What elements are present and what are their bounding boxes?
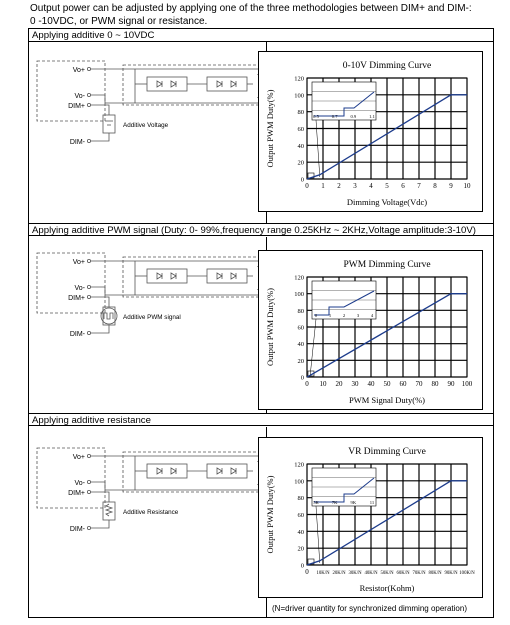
x-axis-label: Resistor(Kohm) — [359, 583, 415, 593]
terminal-label-dim-minus: DIM- — [69, 331, 85, 338]
terminal-label-dim-plus: DIM+ — [68, 490, 85, 497]
inset-tick: 4 — [370, 313, 374, 318]
chart-title: VR Dimming Curve — [348, 447, 426, 457]
led-icon — [157, 81, 162, 87]
chart-title: 0-10V Dimming Curve — [342, 61, 432, 71]
inset-tick: 1 — [328, 313, 332, 318]
x-tick-label: 100 — [461, 380, 473, 388]
x-axis-label: Dimming Voltage(Vdc) — [346, 197, 428, 207]
terminal-vo-minus — [87, 285, 90, 288]
x-tick-label: 5 — [385, 182, 389, 190]
terminal-dim-plus — [87, 295, 90, 298]
dim-source — [103, 115, 115, 133]
y-tick-label: 20 — [297, 357, 304, 365]
wire-dim-minus — [91, 133, 109, 141]
x-tick-label: 100K/N — [459, 571, 475, 576]
x-tick-label: 10K/N — [316, 571, 330, 576]
y-tick-label: 20 — [297, 545, 304, 553]
terminal-label-vo-minus: Vo- — [74, 285, 85, 292]
x-tick-label: 0 — [305, 568, 309, 576]
y-tick-label: 40 — [297, 341, 304, 349]
inset-tick: 11 — [369, 500, 375, 505]
x-tick-label: 80K/N — [428, 571, 442, 576]
circuit-resistance — [35, 446, 265, 556]
x-tick-label: 10 — [463, 182, 471, 190]
x-tick-label: 20K/N — [332, 571, 346, 576]
led-string-2 — [207, 464, 247, 478]
driver-outline — [37, 253, 105, 313]
footnote: (N=driver quantity for synchronized dimming operation) — [272, 604, 467, 613]
led-icon — [217, 273, 222, 279]
x-tick-label: 6 — [401, 182, 405, 190]
inset-tick: 0 — [314, 313, 318, 318]
led-icon — [217, 81, 222, 87]
terminal-dim-minus — [87, 331, 90, 334]
intro-line-2: 0 -10VDC, or PWM signal or resistance. — [30, 16, 208, 27]
led-load-outline — [123, 257, 261, 297]
inset-tick: 5K — [313, 500, 319, 505]
inset-tick: 9K — [350, 500, 357, 505]
led-string-2 — [207, 269, 247, 283]
led-icon — [171, 81, 176, 87]
wire-dim-plus — [91, 105, 109, 115]
x-axis-label: PWM Signal Duty(%) — [348, 395, 426, 405]
x-tick-label: 70 — [415, 380, 423, 388]
x-tick-label: 30K/N — [348, 571, 362, 576]
terminal-dim-minus — [87, 526, 90, 529]
y-tick-label: 120 — [294, 461, 304, 469]
chart-title: PWM Dimming Curve — [343, 260, 431, 270]
y-tick-label: 120 — [294, 274, 304, 282]
wire-vo-minus — [91, 482, 261, 490]
inset-tick: 0.5 — [313, 114, 319, 119]
led-string-1 — [147, 77, 187, 91]
x-tick-label: 20 — [335, 380, 343, 388]
x-tick-label: 50 — [383, 380, 391, 388]
wire-dim-minus — [91, 520, 109, 528]
x-tick-label: 4 — [369, 182, 373, 190]
terminal-dim-plus — [87, 490, 90, 493]
x-tick-label: 60K/N — [396, 571, 410, 576]
chart-pwm — [258, 250, 483, 410]
source-label: Additive Resistance — [123, 509, 179, 516]
y-tick-label: 40 — [297, 142, 304, 150]
terminal-vo-plus — [87, 259, 90, 262]
section-header-voltage: Applying additive 0 ~ 10VDC — [29, 29, 493, 42]
inset-tick: 0.9 — [350, 114, 357, 119]
y-tick-label: 0 — [300, 374, 304, 382]
x-tick-label: 0 — [305, 380, 309, 388]
x-tick-label: 8 — [433, 182, 437, 190]
x-tick-label: 0 — [305, 182, 309, 190]
x-tick-label: 60 — [399, 380, 407, 388]
wire-dim-plus — [91, 492, 109, 502]
x-tick-label: 40 — [367, 380, 375, 388]
wire-vo-minus — [91, 287, 261, 295]
y-axis-label: Output PWM Duty(%) — [265, 288, 275, 366]
driver-outline — [37, 448, 105, 508]
x-tick-label: 2 — [337, 182, 341, 190]
led-string-1 — [147, 464, 187, 478]
x-tick-label: 50K/N — [380, 571, 394, 576]
terminal-dim-plus — [87, 103, 90, 106]
inset-tick: 3 — [356, 313, 360, 318]
inset-tick: 1.1 — [369, 114, 375, 119]
terminal-label-vo-minus: Vo- — [74, 93, 85, 100]
y-tick-label: 80 — [297, 495, 304, 503]
y-tick-label: 60 — [297, 126, 304, 133]
driver-outline — [37, 61, 105, 121]
terminal-label-dim-plus: DIM+ — [68, 103, 85, 110]
y-axis-label: Output PWM Duty(%) — [265, 89, 275, 168]
chart-0-10v — [258, 51, 483, 212]
x-tick-label: 30 — [351, 380, 359, 388]
inset-tick: 0.7 — [331, 114, 338, 119]
terminal-label-vo-minus: Vo- — [74, 480, 85, 487]
y-tick-label: 20 — [297, 159, 304, 167]
x-tick-label: 10 — [319, 380, 327, 388]
x-tick-label: 3 — [353, 182, 357, 190]
led-icon — [231, 81, 236, 87]
terminal-label-dim-minus: DIM- — [69, 526, 85, 533]
y-tick-label: 100 — [294, 92, 304, 100]
y-tick-label: 60 — [297, 512, 304, 519]
x-tick-label: 7 — [417, 182, 421, 190]
terminal-vo-minus — [87, 93, 90, 96]
y-axis-label: Output PWM Duty(%) — [265, 475, 275, 554]
source-label: Additive Voltage — [123, 122, 169, 129]
led-icon — [231, 273, 236, 279]
terminal-label-dim-plus: DIM+ — [68, 295, 85, 302]
section-header-resistance: Applying additive resistance — [29, 413, 493, 426]
terminal-label-vo-plus: Vo+ — [72, 259, 85, 266]
terminal-vo-plus — [87, 454, 90, 457]
x-tick-label: 70K/N — [412, 571, 426, 576]
led-string-1 — [147, 269, 187, 283]
y-tick-label: 80 — [297, 307, 304, 315]
intro-text — [30, 2, 500, 28]
wire-vo-minus — [91, 95, 261, 103]
wire-dim-minus — [91, 325, 109, 333]
led-load-outline — [123, 65, 261, 105]
terminal-label-vo-plus: Vo+ — [72, 67, 85, 74]
x-tick-label: 1 — [321, 182, 325, 190]
led-icon — [231, 468, 236, 474]
led-string-2 — [207, 77, 247, 91]
led-icon — [157, 273, 162, 279]
circuit-pwm — [35, 251, 265, 361]
circuit-voltage — [35, 59, 265, 169]
inset-tick: 7K — [331, 500, 338, 505]
x-tick-label: 40K/N — [364, 571, 378, 576]
section-header-pwm: Applying additive PWM signal (Duty: 0- 99%,frequency range 0.25KHz ~ 2KHz,Voltage amplitude:3-10V) — [29, 223, 493, 236]
led-icon — [171, 468, 176, 474]
intro-line-1: Output power can be adjusted by applying one of the three methodologies between DIM+ and DIM-: — [30, 3, 472, 14]
y-tick-label: 0 — [300, 176, 304, 184]
y-tick-label: 60 — [297, 324, 304, 332]
pwm-icon — [101, 308, 117, 324]
resistor-icon — [106, 504, 112, 516]
terminal-vo-plus — [87, 67, 90, 70]
x-tick-label: 90 — [447, 380, 455, 388]
led-icon — [171, 273, 176, 279]
y-tick-label: 80 — [297, 109, 304, 117]
terminal-vo-minus — [87, 480, 90, 483]
led-icon — [217, 468, 222, 474]
y-tick-label: 100 — [294, 291, 304, 299]
x-tick-label: 9 — [449, 182, 453, 190]
terminal-label-dim-minus: DIM- — [69, 139, 85, 146]
terminal-dim-minus — [87, 139, 90, 142]
terminal-label-vo-plus: Vo+ — [72, 454, 85, 461]
y-tick-label: 100 — [294, 478, 304, 486]
source-label: Additive PWM signal — [123, 314, 181, 321]
chart-vr — [258, 437, 483, 598]
inset-tick: 2 — [342, 313, 346, 318]
led-icon — [157, 468, 162, 474]
wire-dim-plus — [91, 297, 109, 307]
y-tick-label: 120 — [294, 75, 304, 83]
x-tick-label: 90K/N — [444, 571, 458, 576]
y-tick-label: 40 — [297, 528, 304, 536]
y-tick-label: 0 — [300, 562, 304, 570]
led-load-outline — [123, 452, 261, 492]
x-tick-label: 80 — [431, 380, 439, 388]
